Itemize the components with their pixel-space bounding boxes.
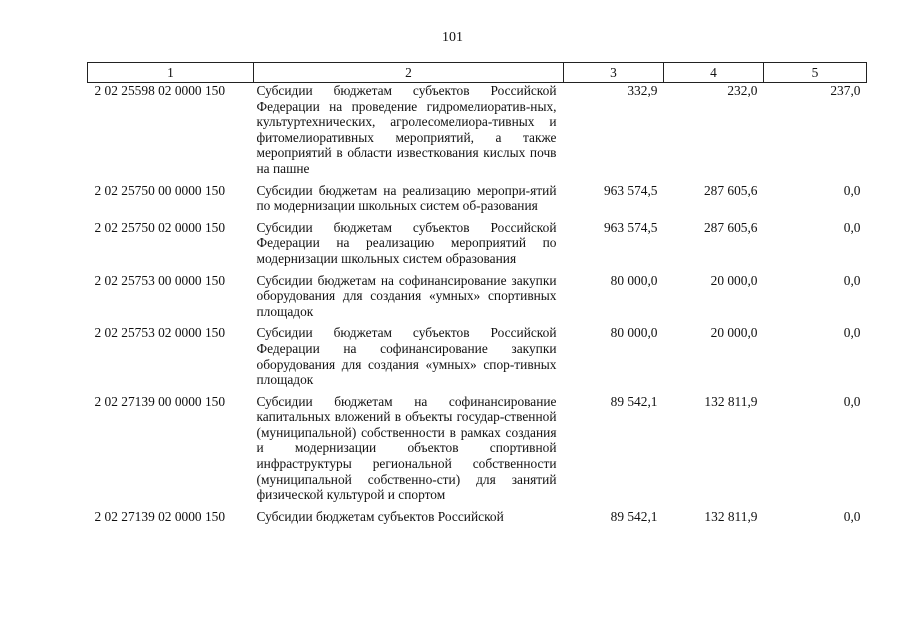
budget-description: Субсидии бюджетам на реализацию меропри-ятий по модернизации школьных систем об-разования [256, 182, 557, 214]
column-header-2: 2 [254, 63, 564, 83]
budget-code: 2 02 25753 00 0000 150 [94, 272, 226, 288]
value-col-3: 89 542,1 [610, 508, 658, 524]
table-row [88, 509, 867, 531]
value-col-5: 0,0 [843, 325, 861, 341]
value-col-4: 287 605,6 [703, 182, 758, 198]
value-col-3: 80 000,0 [610, 272, 658, 288]
budget-description: Субсидии бюджетам субъектов Российской [256, 508, 504, 524]
budget-description: Субсидии бюджетам на софинансирование закупки оборудования для создания «умных» спортивных площадок [256, 272, 557, 319]
value-col-5: 237,0 [830, 83, 861, 98]
value-col-5: 0,0 [843, 272, 861, 288]
budget-code: 2 02 25598 02 0000 150 [94, 83, 226, 98]
header-row [88, 63, 867, 83]
value-col-5: 0,0 [843, 182, 861, 198]
column-header-3: 3 [564, 63, 664, 83]
budget-description: Субсидии бюджетам на софинансирование капитальных вложений в объекты государ-ственной (муниципальной) собственности в рамках создания и модернизации объектов спортивной инфраструктуры региональной собственности (муниципальной собственно-сти) для занятий физической культурой и спортом [256, 393, 557, 503]
budget-code: 2 02 25750 02 0000 150 [94, 219, 226, 235]
budget-code: 2 02 27139 02 0000 150 [94, 508, 226, 524]
value-col-3: 963 574,5 [603, 182, 658, 198]
column-header-4: 4 [664, 63, 764, 83]
value-col-5: 0,0 [843, 219, 861, 235]
table-row [88, 183, 867, 220]
value-col-4: 287 605,6 [703, 219, 758, 235]
value-col-4: 20 000,0 [710, 325, 758, 341]
table-row [88, 220, 867, 273]
table-row [88, 394, 867, 509]
value-col-4: 20 000,0 [710, 272, 758, 288]
value-col-3: 89 542,1 [610, 393, 658, 409]
budget-table [87, 62, 867, 530]
table-row [88, 83, 867, 183]
budget-code: 2 02 25750 00 0000 150 [94, 182, 226, 198]
budget-code: 2 02 27139 00 0000 150 [94, 393, 226, 409]
budget-description: Субсидии бюджетам субъектов Российской Федерации на реализацию мероприятий по модернизации школьных систем образования [256, 219, 557, 266]
page-number: 101 [442, 30, 463, 45]
value-col-3: 963 574,5 [603, 219, 658, 235]
value-col-5: 0,0 [843, 508, 861, 524]
value-col-4: 232,0 [727, 83, 758, 98]
value-col-5: 0,0 [843, 393, 861, 409]
budget-description: Субсидии бюджетам субъектов Российской Федерации на проведение гидромелиоратив-ных, культуртехнических, агролесомелиора-тивных и фитомелиоративных мероприятий, а также мероприятий в области известкования кислых почв на пашне [256, 83, 557, 176]
budget-code: 2 02 25753 02 0000 150 [94, 325, 226, 341]
value-col-4: 132 811,9 [704, 393, 758, 409]
column-header-5: 5 [764, 63, 867, 83]
value-col-3: 332,9 [627, 83, 658, 98]
table-body [88, 83, 867, 531]
budget-description: Субсидии бюджетам субъектов Российской Федерации на софинансирование закупки оборудования для создания «умных» спор-тивных площадок [256, 325, 557, 388]
table-header [88, 63, 867, 83]
value-col-4: 132 811,9 [704, 508, 758, 524]
column-header-1: 1 [88, 63, 254, 83]
table-row [88, 325, 867, 393]
value-col-3: 80 000,0 [610, 325, 658, 341]
table-row [88, 273, 867, 326]
